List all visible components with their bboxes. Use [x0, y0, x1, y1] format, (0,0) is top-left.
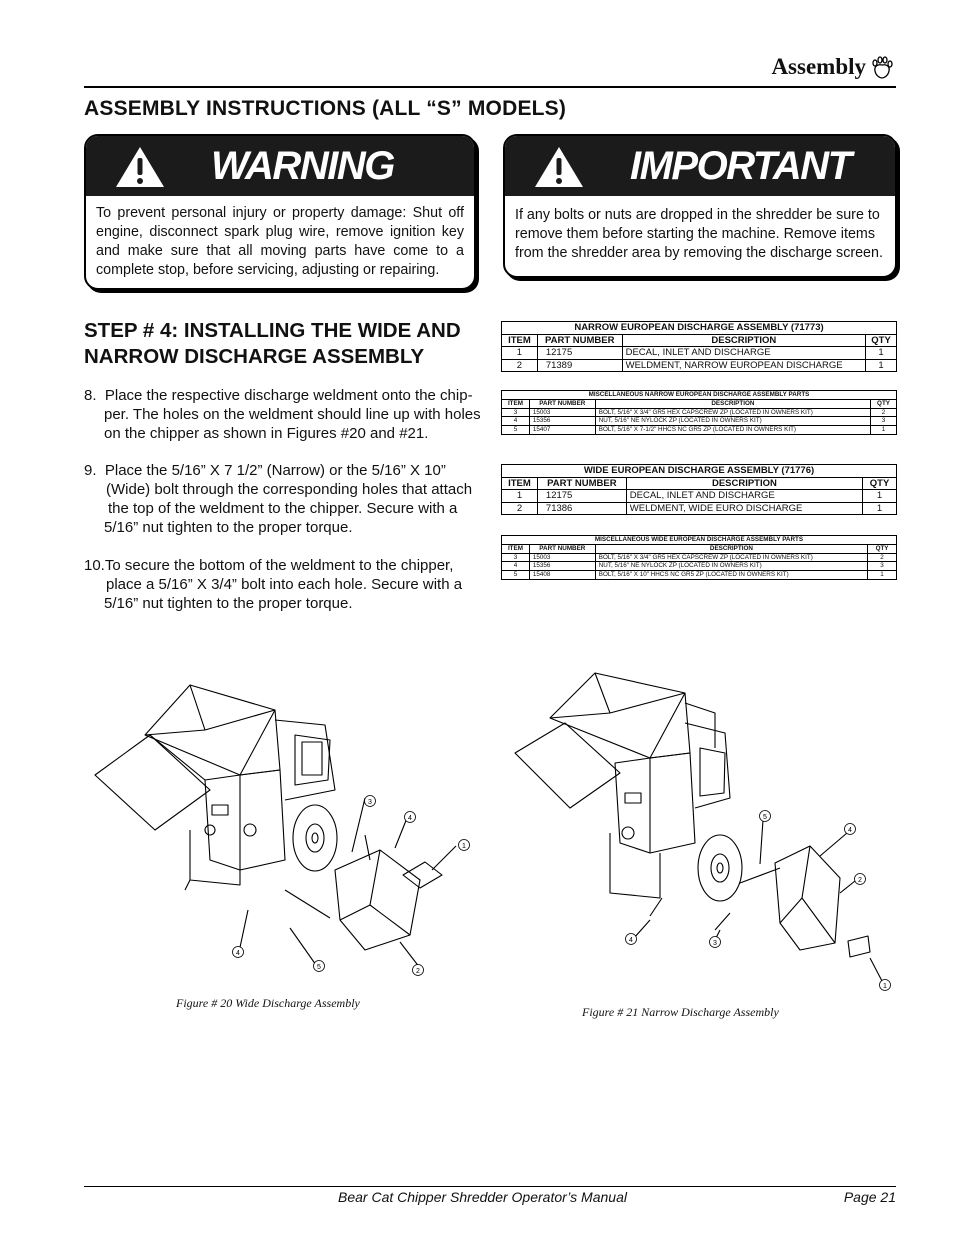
- header-rule: [84, 86, 896, 88]
- warning-callout: [84, 134, 476, 290]
- instruction-10: [84, 556, 489, 613]
- instruction-line: Place the 5/16” X 7 1/2” (Narrow) or the 5/16” X 10”: [104, 462, 446, 479]
- cell-qty: 1: [871, 426, 897, 435]
- col-item: ITEM: [502, 477, 538, 490]
- cell-item: 2: [502, 502, 538, 515]
- warning-title: WARNING: [211, 144, 394, 188]
- warning-title-bar: [86, 136, 474, 196]
- table-row: [502, 490, 897, 503]
- footer-page-number: Page 21: [843, 1189, 896, 1205]
- cell-qty: 3: [871, 417, 897, 426]
- instruction-line: place a 5/16” X 3/4” bolt into each hole. Secure with a: [106, 576, 463, 593]
- cell-desc: NUT, 5/16" NE NYLOCK ZP (LOCATED IN OWNERS KIT): [595, 417, 870, 426]
- col-part: PART NUMBER: [537, 334, 622, 347]
- cell-qty: 1: [866, 347, 897, 360]
- cell-part: 71386: [537, 502, 626, 515]
- cell-desc: DECAL, INLET AND DISCHARGE: [626, 490, 862, 503]
- col-item: ITEM: [502, 334, 538, 347]
- warning-triangle-icon: [114, 145, 166, 189]
- callout-label: 1: [883, 983, 887, 990]
- cell-part: 15356: [529, 562, 595, 571]
- col-part: PART NUMBER: [529, 399, 595, 408]
- table-title: MISCELLANEOUS NARROW EUROPEAN DISCHARGE ASSEMBLY PARTS: [502, 391, 897, 400]
- table-row: [502, 347, 897, 360]
- instruction-number: 10.: [84, 557, 105, 574]
- table-row: [502, 426, 897, 435]
- important-title-bar: [505, 136, 895, 196]
- callout-label: 3: [713, 940, 717, 947]
- narrow-misc-table: [501, 390, 897, 435]
- cell-qty: 3: [868, 562, 897, 571]
- cell-item: 1: [502, 490, 538, 503]
- cell-item: 3: [502, 408, 530, 417]
- cell-qty: 1: [863, 502, 897, 515]
- table-row: [502, 359, 897, 372]
- callout-label: 3: [368, 799, 372, 806]
- col-part: PART NUMBER: [537, 477, 626, 490]
- bear-paw-icon: [870, 56, 894, 80]
- wide-assembly-table: [501, 464, 897, 515]
- callout-label: 4: [408, 815, 412, 822]
- col-desc: DESCRIPTION: [626, 477, 862, 490]
- cell-part: 15356: [529, 417, 595, 426]
- warning-triangle-icon: [533, 145, 585, 189]
- col-item: ITEM: [502, 544, 530, 553]
- cell-item: 2: [502, 359, 538, 372]
- instruction-line: To secure the bottom of the weldment to the chipper,: [104, 557, 454, 574]
- warning-text: To prevent personal injury or property damage: Shut off engine, disconnect spark plug wire, remove ignition key and make sure that all moving parts have come to a complete stop, before servicing, adjusting or repairing.: [96, 205, 464, 278]
- narrow-assembly-table: [501, 321, 897, 372]
- cell-item: 5: [502, 571, 530, 580]
- important-callout: [503, 134, 897, 278]
- instruction-line: 5/16” nut tighten to the proper torque.: [104, 519, 353, 536]
- col-desc: DESCRIPTION: [595, 399, 870, 408]
- cell-part: 71389: [537, 359, 622, 372]
- important-text: If any bolts or nuts are dropped in the shredder be sure to remove them before starting the machine. Remove items from the shredder area by removing the discharge screen.: [515, 207, 883, 261]
- cell-desc: WELDMENT, NARROW EUROPEAN DISCHARGE: [622, 359, 865, 372]
- cell-desc: BOLT, 5/16" X 3/4" GR5 HEX CAPSCREW ZP (LOCATED IN OWNERS KIT): [595, 553, 867, 562]
- callout-label: 1: [462, 843, 466, 850]
- cell-qty: 2: [871, 408, 897, 417]
- cell-desc: BOLT, 5/16" X 10" HHCS NC GR5 ZP (LOCATED IN OWNERS KIT): [595, 571, 867, 580]
- cell-item: 1: [502, 347, 538, 360]
- cell-qty: 1: [866, 359, 897, 372]
- col-part: PART NUMBER: [529, 544, 595, 553]
- instruction-number: 8.: [84, 387, 97, 404]
- table-title: NARROW EUROPEAN DISCHARGE ASSEMBLY (71773): [502, 322, 897, 335]
- col-qty: QTY: [871, 399, 897, 408]
- col-desc: DESCRIPTION: [622, 334, 865, 347]
- cell-qty: 1: [868, 571, 897, 580]
- cell-desc: NUT, 5/16" NE NYLOCK ZP (LOCATED IN OWNERS KIT): [595, 562, 867, 571]
- important-title: IMPORTANT: [630, 144, 851, 188]
- cell-item: 5: [502, 426, 530, 435]
- callout-label: 4: [629, 937, 633, 944]
- cell-qty: 1: [863, 490, 897, 503]
- figure-20-drawing: [90, 680, 490, 990]
- footer-manual-title: Bear Cat Chipper Shredder Operator’s Manual: [338, 1189, 627, 1205]
- figure-20-caption: Figure # 20 Wide Discharge Assembly: [176, 996, 360, 1010]
- cell-qty: 2: [868, 553, 897, 562]
- instruction-line: (Wide) bolt through the corresponding holes that attach: [106, 481, 473, 498]
- col-desc: DESCRIPTION: [595, 544, 867, 553]
- instruction-line: the top of the weldment to the chipper. Secure with a: [108, 500, 458, 517]
- col-qty: QTY: [868, 544, 897, 553]
- instruction-line: on the chipper as shown in Figures #20 and #21.: [104, 425, 429, 442]
- table-row: [502, 553, 897, 562]
- callout-label: 5: [763, 814, 767, 821]
- table-row: [502, 502, 897, 515]
- cell-desc: BOLT, 5/16" X 7-1/2" HHCS NC GR5 ZP (LOCATED IN OWNERS KIT): [595, 426, 870, 435]
- callout-label: 5: [317, 964, 321, 971]
- instruction-line: Place the respective discharge weldment onto the chip-: [104, 387, 473, 404]
- wide-misc-table: [501, 535, 897, 580]
- cell-item: 3: [502, 553, 530, 562]
- col-qty: QTY: [866, 334, 897, 347]
- header-section-title: Assembly: [771, 54, 866, 79]
- cell-part: 12175: [537, 490, 626, 503]
- table-row: [502, 562, 897, 571]
- instruction-9: [84, 461, 489, 537]
- cell-part: 12175: [537, 347, 622, 360]
- cell-part: 15408: [529, 571, 595, 580]
- cell-part: 15003: [529, 553, 595, 562]
- cell-desc: BOLT, 5/16" X 3/4" GR5 HEX CAPSCREW ZP (LOCATED IN OWNERS KIT): [595, 408, 870, 417]
- figure-21-drawing: [510, 668, 900, 998]
- figure-21-caption: Figure # 21 Narrow Discharge Assembly: [582, 1005, 779, 1019]
- step-title-line2: NARROW DISCHARGE ASSEMBLY: [84, 345, 425, 368]
- step-title: [84, 318, 494, 370]
- instruction-8: [84, 386, 489, 443]
- instruction-number: 9.: [84, 462, 97, 479]
- callout-label: 4: [236, 950, 240, 957]
- callout-label: 4: [848, 827, 852, 834]
- cell-desc: DECAL, INLET AND DISCHARGE: [622, 347, 865, 360]
- instruction-line: 5/16” nut tighten to the proper torque.: [104, 595, 353, 612]
- instruction-line: per. The holes on the weldment should line up with holes: [104, 406, 481, 423]
- table-title: MISCELLANEOUS WIDE EUROPEAN DISCHARGE ASSEMBLY PARTS: [502, 536, 897, 545]
- cell-desc: WELDMENT, WIDE EURO DISCHARGE: [626, 502, 862, 515]
- cell-item: 4: [502, 417, 530, 426]
- col-item: ITEM: [502, 399, 530, 408]
- table-row: [502, 408, 897, 417]
- cell-item: 4: [502, 562, 530, 571]
- cell-part: 15407: [529, 426, 595, 435]
- step-title-line1: STEP # 4: INSTALLING THE WIDE AND: [84, 319, 461, 342]
- col-qty: QTY: [863, 477, 897, 490]
- callout-label: 2: [416, 968, 420, 975]
- callout-label: 2: [858, 877, 862, 884]
- footer-rule: [84, 1186, 896, 1187]
- table-row: [502, 571, 897, 580]
- section-title: ASSEMBLY INSTRUCTIONS (ALL “S” MODELS): [84, 97, 567, 120]
- table-row: [502, 417, 897, 426]
- cell-part: 15003: [529, 408, 595, 417]
- table-title: WIDE EUROPEAN DISCHARGE ASSEMBLY (71776): [502, 465, 897, 478]
